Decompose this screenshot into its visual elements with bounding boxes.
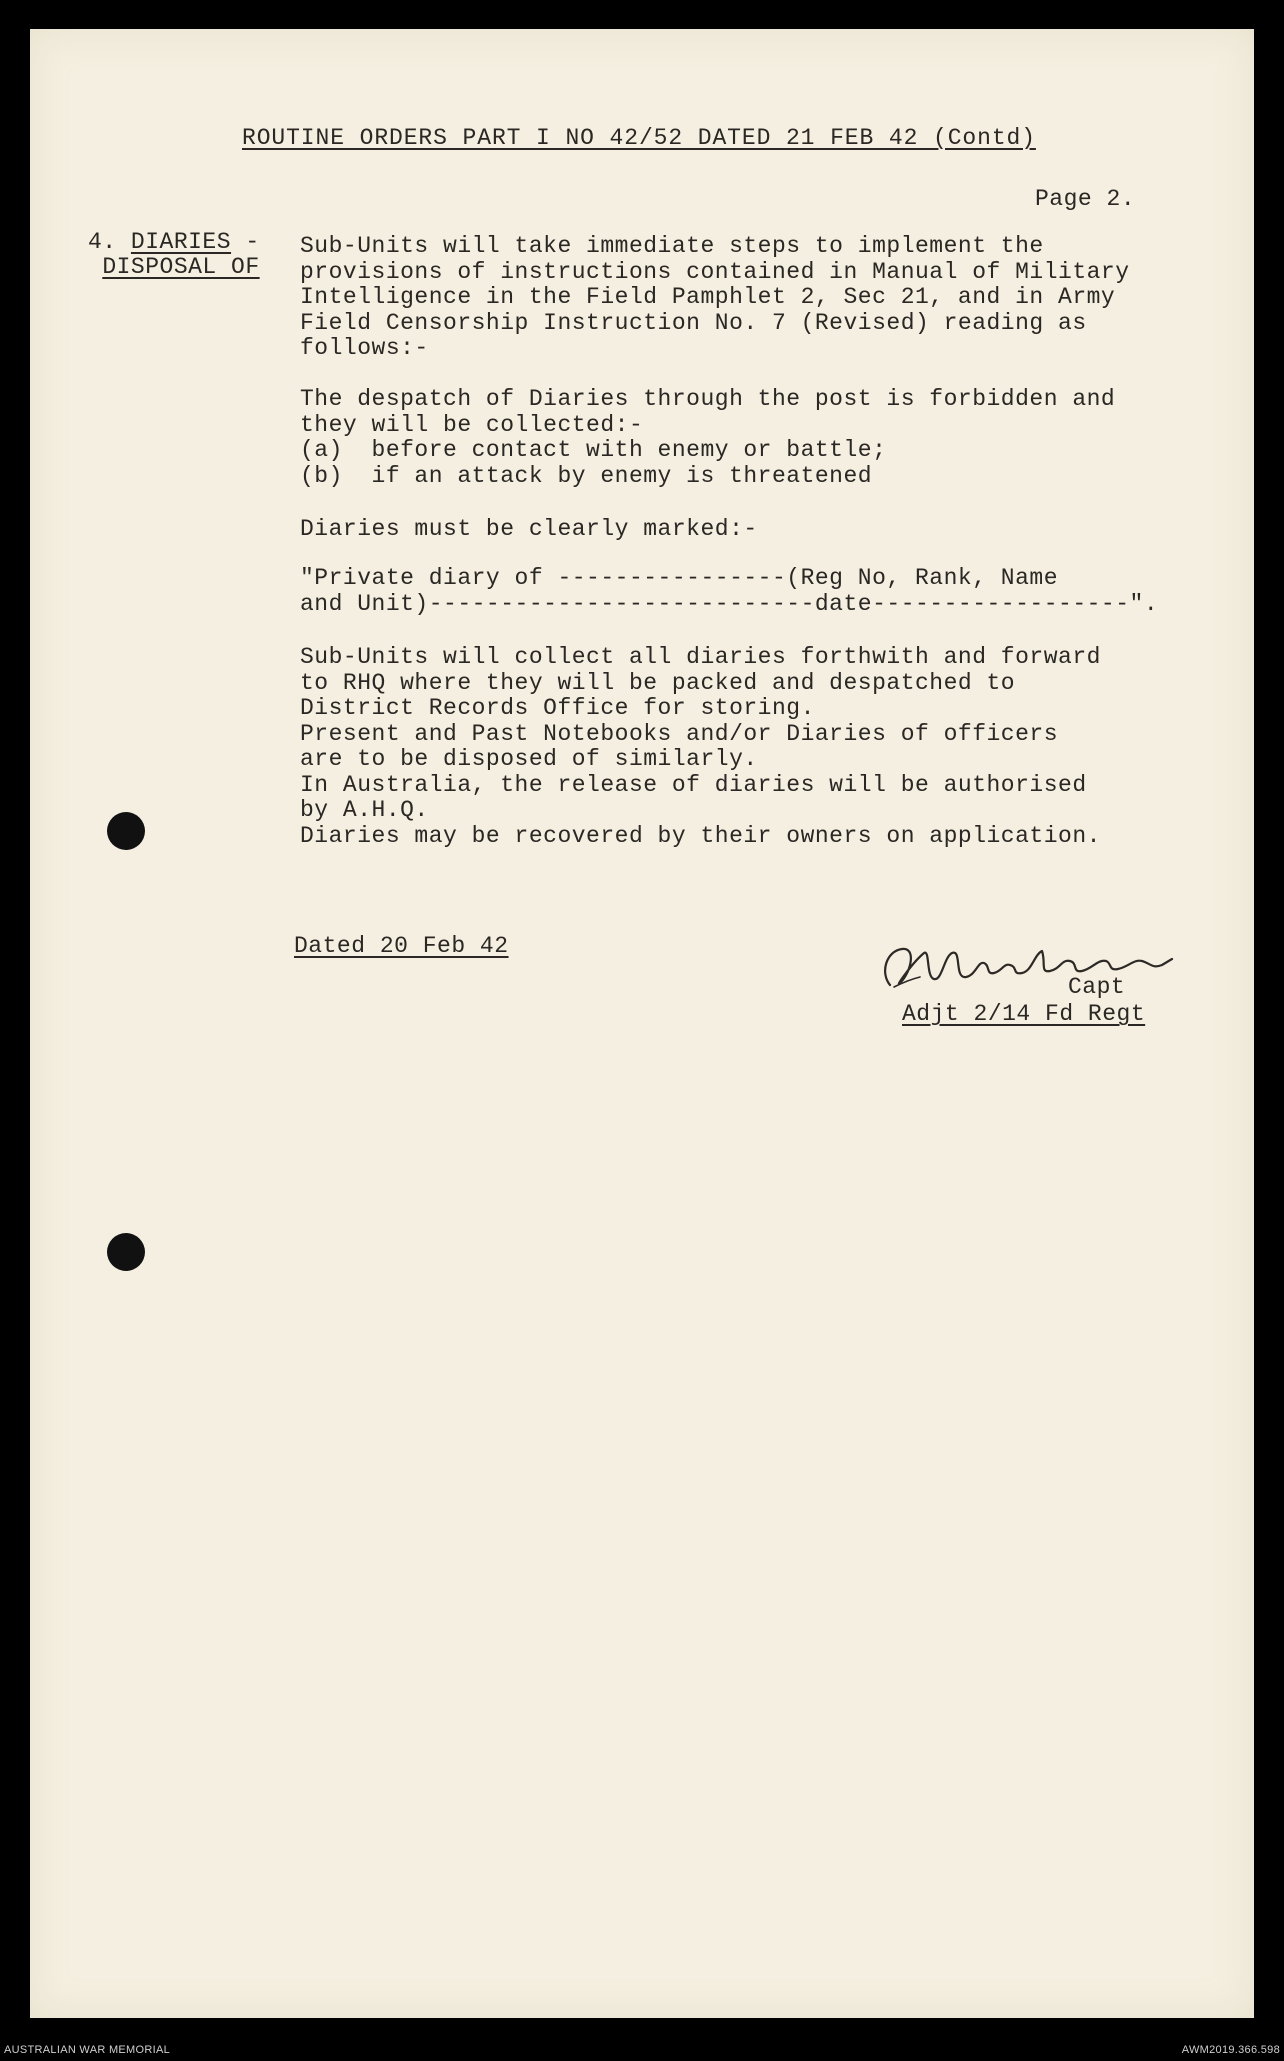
- document-header: ROUTINE ORDERS PART I NO 42/52 DATED 21 FEB 42 (Contd): [242, 125, 1036, 151]
- handwritten-signature: [872, 933, 1212, 1003]
- section-number: 4.: [88, 229, 117, 255]
- punch-hole-top: [107, 812, 145, 850]
- punch-hole-bottom: [107, 1233, 145, 1271]
- footer-accession-number: AWM2019.366.598: [1181, 2044, 1280, 2056]
- signature-rank: Capt: [1068, 974, 1126, 1000]
- section-heading-line1: DIARIES: [130, 229, 232, 255]
- paragraph-collection: Sub-Units will collect all diaries forthwith and forward to RHQ where they will be packed and despatched to District Records Office for storing. Present and Past Notebooks and/or Diaries of officers are to be disposed of similarly. In Australia, the release of diaries will be authorised by A.H.Q. Diaries may be recovered by their owners on application.: [300, 644, 1101, 849]
- paragraph-label-format: "Private diary of ----------------(Reg No, Rank, Name and Unit)---------------------------date------------------".: [300, 565, 1159, 617]
- page-number: Page 2.: [1035, 186, 1136, 212]
- section-heading: [88, 230, 260, 280]
- paragraph-marking: Diaries must be clearly marked:-: [300, 516, 758, 542]
- paragraph-instructions: Sub-Units will take immediate steps to implement the provisions of instructions contained in Manual of Military Intelligence in the Field Pamphlet 2, Sec 21, and in Army Field Censorship Instruction No. 7 (Revised) reading as follows:-: [300, 233, 1130, 361]
- footer-institution: AUSTRALIAN WAR MEMORIAL: [4, 2044, 171, 2056]
- section-heading-line2: DISPOSAL OF: [102, 254, 260, 280]
- signature-title: Adjt 2/14 Fd Regt: [902, 1001, 1146, 1027]
- section-heading-dash: -: [245, 229, 260, 255]
- paragraph-despatch: The despatch of Diaries through the post is forbidden and they will be collected:- (a) before contact with enemy or battle; (b) if an attack by enemy is threatened: [300, 386, 1116, 489]
- document-page: [30, 29, 1254, 2018]
- dated-line: Dated 20 Feb 42: [294, 933, 509, 959]
